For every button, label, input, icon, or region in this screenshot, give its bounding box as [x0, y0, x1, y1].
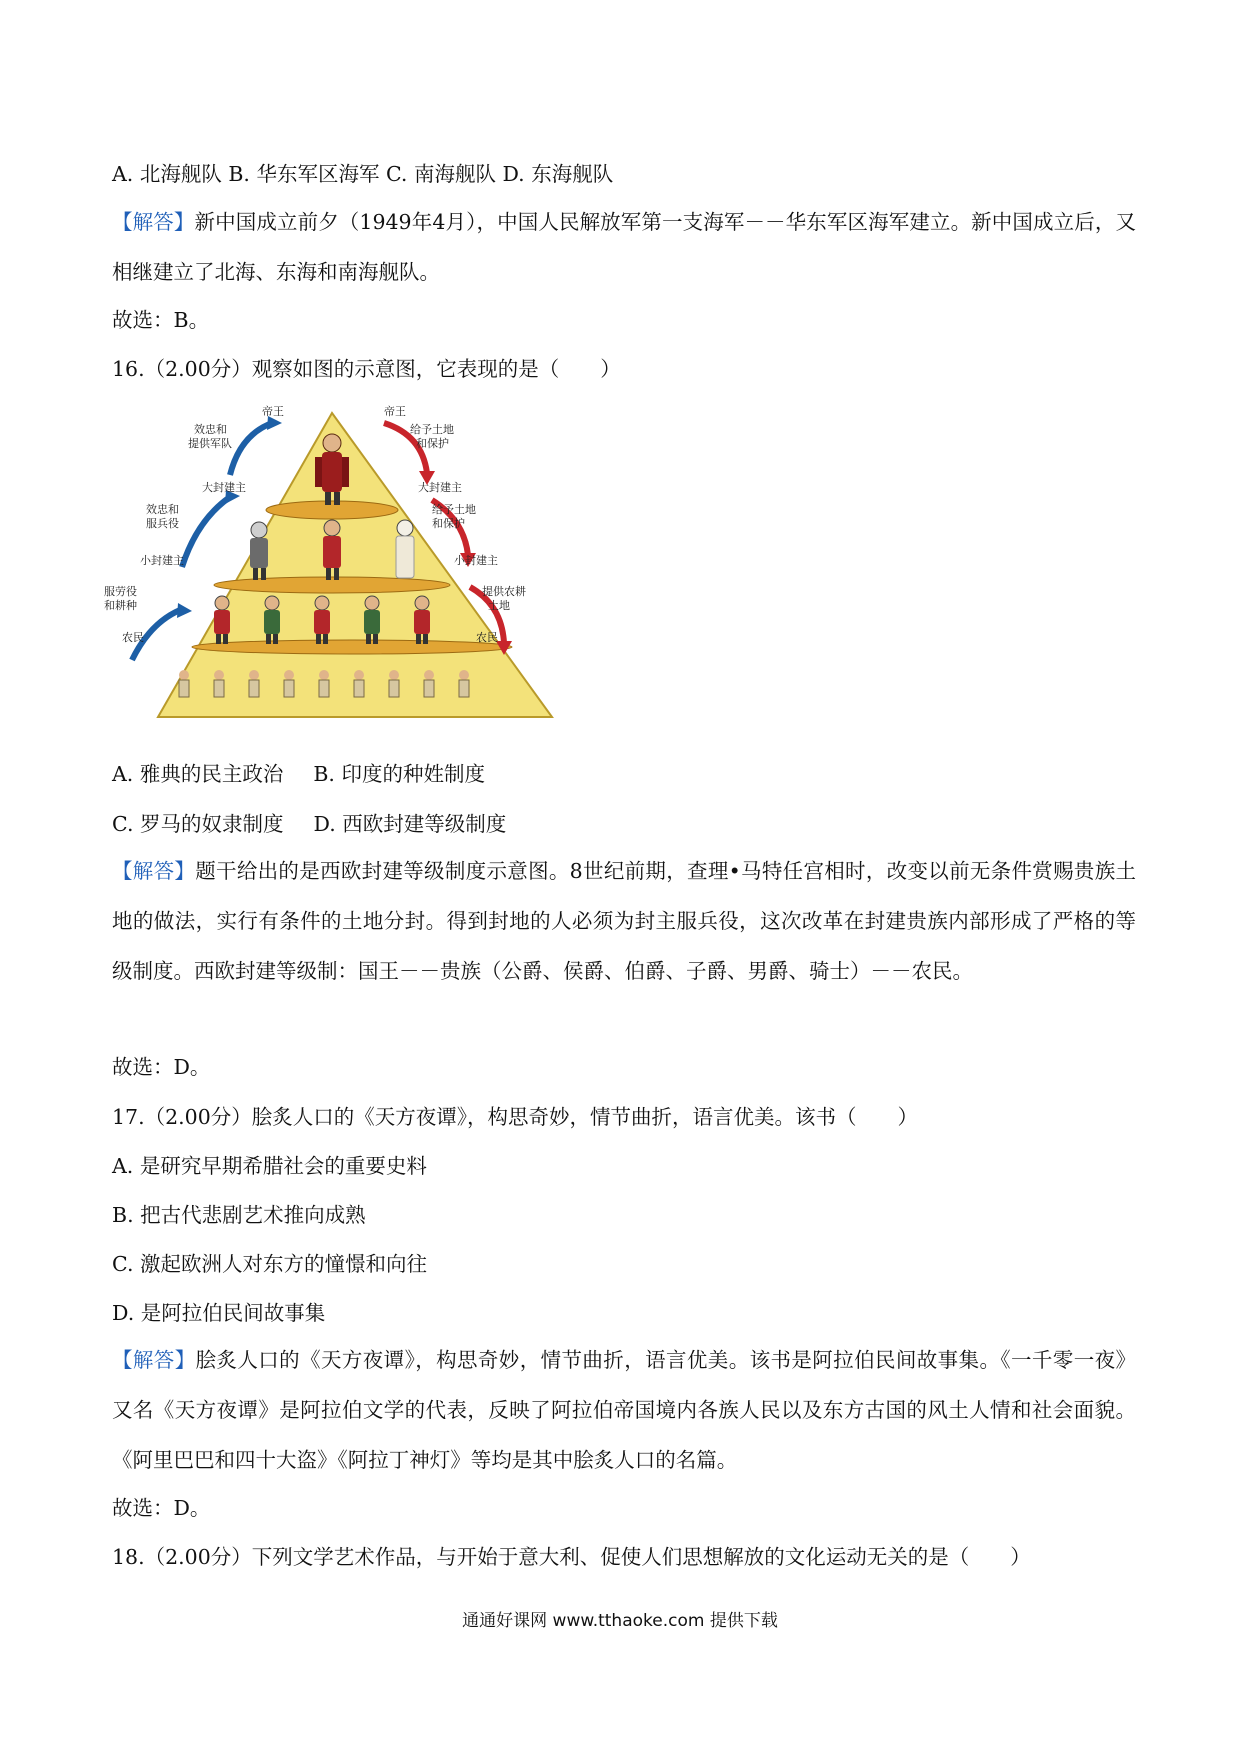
label-farm-land-2: 土地: [488, 599, 510, 612]
label-loyal-service-2: 服兵役: [146, 517, 179, 530]
q16-options-row-1: [112, 760, 1137, 788]
answer-tag: 【解答】: [112, 859, 196, 883]
label-give-land2-1: 给予土地: [432, 503, 476, 516]
label-labor-2: 和耕种: [104, 599, 137, 612]
q18-question: 18.（2.00分）下列文学艺术作品，与开始于意大利、促使人们思想解放的文化运动无关的是（ ）: [112, 1545, 1031, 1569]
page-footer: 通通好课网 www.tthaoke.com 提供下载: [462, 1611, 778, 1631]
label-peasant-left: 农民: [122, 631, 144, 644]
q16-question: 16.（2.00分）观察如图的示意图，它表现的是（ ）: [112, 357, 621, 381]
q16-options-row-2: [112, 810, 1137, 838]
label-give-land-2: 和保护: [416, 437, 449, 450]
answer-tag: 【解答】: [112, 210, 195, 234]
q16-option-c: C. 罗马的奴隶制度: [112, 812, 284, 836]
label-loyal-army-1: 效忠和: [194, 423, 227, 436]
answer-text: 新中国成立前夕（1949年4月），中国人民解放军第一支海军－－华东军区海军建立。新中国成立后，又相继建立了北海、东海和南海舰队。: [112, 210, 1137, 284]
q17-option-b: B. 把古代悲剧艺术推向成熟: [112, 1203, 366, 1227]
q17-option-d: D. 是阿拉伯民间故事集: [112, 1301, 326, 1325]
q15-answer: [112, 197, 1136, 297]
small-lords-platform: [192, 640, 512, 654]
label-big-lord-left: 大封建主: [202, 481, 246, 494]
label-give-land2-2: 和保护: [432, 517, 465, 530]
great-lord-figure: [396, 520, 414, 578]
label-small-lord-left: 小封建主: [140, 554, 184, 567]
label-emperor-left: 帝王: [262, 405, 284, 418]
great-lords-platform: [214, 577, 450, 593]
answer-text: 题干给出的是西欧封建等级制度示意图。8世纪前期，查理•马特任宫相时，改变以前无条件赏赐贵族土地的做法，实行有条件的土地分封。得到封地的人必须为封主服兵役，这次改革在封建贵族内部形成了严格的等级制度。西欧封建等级制：国王－－贵族（公爵、侯爵、伯爵、子爵、男爵、骑士）－－农民。: [112, 859, 1136, 983]
q17-option-a: A. 是研究早期希腊社会的重要史料: [112, 1154, 427, 1178]
q17-answer: [112, 1335, 1136, 1485]
q15-options: A. 北海舰队 B. 华东军区海军 C. 南海舰队 D. 东海舰队: [112, 162, 614, 186]
q16-choice: 故选：D。: [112, 1055, 211, 1079]
label-give-land-1: 给予土地: [410, 423, 454, 436]
q16-option-b: B. 印度的种姓制度: [313, 762, 485, 786]
q16-option-d: D. 西欧封建等级制度: [313, 812, 507, 836]
peasant-figures: [179, 670, 469, 697]
label-emperor-right: 帝王: [384, 405, 406, 418]
q16-answer: [112, 846, 1136, 996]
q17-option-c: C. 激起欧洲人对东方的憧憬和向往: [112, 1252, 427, 1276]
q17-question: 17.（2.00分）脍炙人口的《天方夜谭》，构思奇妙，情节曲折，语言优美。该书（ ）: [112, 1105, 918, 1129]
label-peasant-right: 农民: [476, 631, 498, 644]
feudal-hierarchy-diagram: [104, 405, 562, 725]
label-labor-1: 服劳役: [104, 585, 137, 598]
emperor-platform: [266, 501, 398, 519]
answer-tag: 【解答】: [112, 1348, 196, 1372]
q15-choice: 故选：B。: [112, 308, 210, 332]
label-farm-land-1: 提供农耕: [482, 585, 526, 598]
label-loyal-army-2: 提供军队: [188, 437, 232, 450]
answer-text: 脍炙人口的《天方夜谭》，构思奇妙，情节曲折，语言优美。该书是阿拉伯民间故事集。《一千零一夜》又名《天方夜谭》是阿拉伯文学的代表，反映了阿拉伯帝国境内各族人民以及东方古国的风土人情和社会面貌。《阿里巴巴和四十大盗》《阿拉丁神灯》等均是其中脍炙人口的名篇。: [112, 1348, 1136, 1472]
label-small-lord-right: 小封建主: [454, 554, 498, 567]
label-big-lord-right: 大封建主: [418, 481, 462, 494]
label-loyal-service-1: 效忠和: [146, 503, 179, 516]
q17-choice: 故选：D。: [112, 1496, 211, 1520]
q16-option-a: A. 雅典的民主政治: [112, 762, 284, 786]
